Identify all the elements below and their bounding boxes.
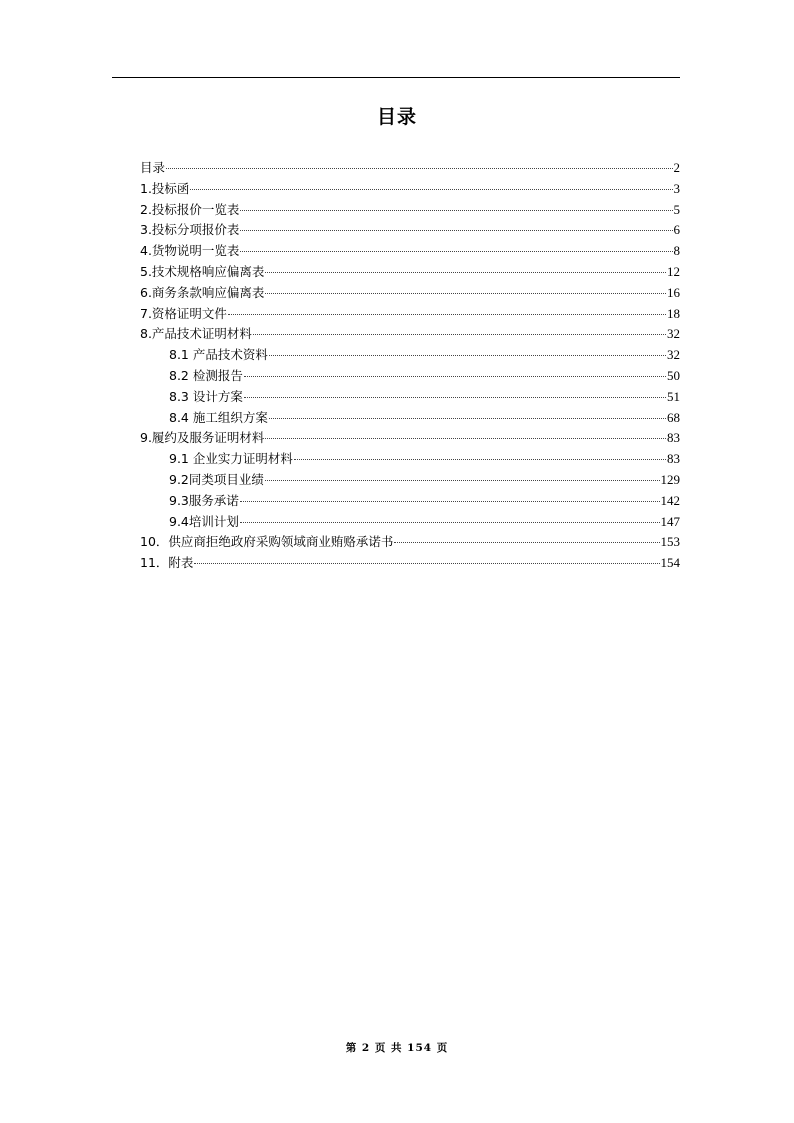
toc-dot-leader: [240, 522, 660, 523]
toc-dot-leader: [194, 563, 659, 564]
toc-entry-label: 2.投标报价一览表: [140, 201, 240, 217]
toc-entry-label: 6.商务条款响应偏离表: [140, 284, 265, 300]
toc-entry-label: 9.履约及服务证明材料: [140, 430, 265, 446]
toc-entry[interactable]: [140, 366, 680, 387]
toc-entry[interactable]: [140, 200, 680, 221]
toc-entry-page-number: 154: [660, 555, 680, 571]
toc-dot-leader: [166, 168, 672, 169]
toc-dot-leader: [265, 438, 666, 439]
toc-dot-leader: [240, 501, 660, 502]
toc-entry-page-number: 8: [673, 243, 680, 259]
toc-entry-label: 7.资格证明文件: [140, 305, 227, 321]
toc-entry[interactable]: [140, 304, 680, 325]
toc-dot-leader: [269, 355, 666, 356]
toc-entry-label: 9.2同类项目业绩: [169, 471, 264, 487]
page-title: 目录: [376, 106, 417, 128]
toc-entry-label: 1.投标函: [140, 180, 190, 196]
toc-entry-label: 目录: [140, 160, 166, 175]
toc-entry-page-number: 16: [667, 284, 680, 300]
toc-entry-page-number: 147: [660, 513, 680, 529]
toc-entry-page-number: 12: [667, 263, 680, 279]
toc-entry-label: 9.3服务承诺: [169, 492, 239, 508]
toc-dot-leader: [244, 376, 666, 377]
toc-entry[interactable]: [140, 408, 680, 429]
toc-entry[interactable]: [140, 387, 680, 408]
toc-dot-leader: [228, 314, 666, 315]
toc-dot-leader: [394, 542, 659, 543]
toc-entry-label: 3.投标分项报价表: [140, 222, 240, 238]
toc-dot-leader: [240, 210, 672, 211]
toc-entry-page-number: 50: [667, 367, 680, 383]
toc-entry-page-number: 83: [667, 430, 680, 446]
toc-entry-label: 11．附表: [140, 555, 194, 571]
toc-entry-page-number: 5: [673, 201, 680, 217]
toc-dot-leader: [269, 418, 666, 419]
toc-dot-leader: [253, 334, 666, 335]
toc-dot-leader: [294, 459, 666, 460]
toc-dot-leader: [240, 251, 672, 252]
toc-dot-leader: [240, 230, 672, 231]
header-rule: [112, 77, 680, 78]
page-footer: 第 2 页 共 154 页: [345, 1042, 449, 1054]
toc-entry-page-number: 32: [667, 326, 680, 342]
toc-entry-label: 9.4培训计划: [169, 513, 239, 529]
toc-dot-leader: [244, 397, 666, 398]
toc-entry-page-number: 32: [667, 347, 680, 363]
toc-entry[interactable]: [140, 532, 680, 553]
toc-entry[interactable]: [140, 449, 680, 470]
toc-entry-page-number: 153: [660, 534, 680, 550]
toc-entry[interactable]: [140, 428, 680, 449]
toc-entry[interactable]: [140, 241, 680, 262]
toc-entry[interactable]: [140, 512, 680, 533]
toc-entry-page-number: 2: [673, 160, 680, 175]
toc-entry-label: 8.1 产品技术资料: [169, 347, 268, 363]
toc-entry-label: 8.3 设计方案: [169, 388, 243, 404]
toc-entry[interactable]: [140, 324, 680, 345]
toc-entry[interactable]: [140, 179, 680, 200]
toc-entry-label: 10．供应商拒绝政府采购领域商业贿赂承诺书: [140, 534, 394, 550]
toc-entry[interactable]: [140, 283, 680, 304]
toc-entry-page-number: 51: [667, 388, 680, 404]
toc-entry-page-number: 6: [673, 222, 680, 238]
toc-entry[interactable]: [140, 158, 680, 179]
toc-entry-page-number: 129: [660, 471, 680, 487]
toc-entry-page-number: 3: [673, 180, 680, 196]
toc-entry-label: 8.4 施工组织方案: [169, 409, 268, 425]
toc-entry-page-number: 18: [667, 305, 680, 321]
toc-entry-label: 4.货物说明一览表: [140, 243, 240, 259]
table-of-contents: [140, 158, 680, 574]
toc-entry[interactable]: [140, 470, 680, 491]
toc-entry[interactable]: [140, 491, 680, 512]
toc-dot-leader: [265, 272, 666, 273]
toc-entry-label: 8.产品技术证明材料: [140, 326, 252, 342]
toc-entry[interactable]: [140, 345, 680, 366]
toc-entry[interactable]: [140, 262, 680, 283]
toc-dot-leader: [190, 189, 672, 190]
toc-entry-page-number: 83: [667, 451, 680, 467]
toc-dot-leader: [265, 293, 666, 294]
toc-entry-page-number: 68: [667, 409, 680, 425]
toc-entry-page-number: 142: [660, 492, 680, 508]
toc-entry[interactable]: [140, 553, 680, 574]
toc-entry-label: 9.1 企业实力证明材料: [169, 451, 293, 467]
toc-entry-label: 5.技术规格响应偏离表: [140, 263, 265, 279]
toc-entry-label: 8.2 检测报告: [169, 367, 243, 383]
toc-dot-leader: [265, 480, 660, 481]
toc-entry[interactable]: [140, 220, 680, 241]
